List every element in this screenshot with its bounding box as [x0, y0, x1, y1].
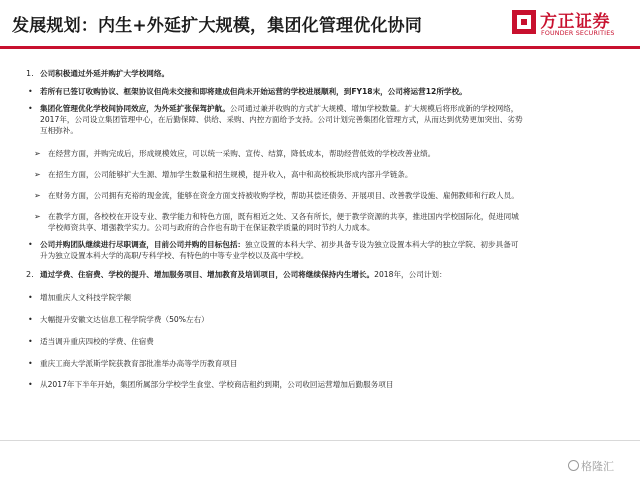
list-item: 重庆工商大学派斯学院获教育部批准举办高等学历教育项目: [40, 359, 238, 368]
header-divider: [0, 46, 640, 49]
watermark: 格隆汇: [568, 458, 614, 474]
list-item-continuation: 2017年，公司设立集团管理中心，在后勤保障、供给、采购、内控方面给予支持。公司计划完善集团化管理方式，从而达到优势更加突出、劣势: [40, 115, 523, 124]
list-item: 在经营方面，并购完成后，形成规模效应，可以统一采购、宣传、结算，降低成本，帮助经营低效的学校改善业绩。: [48, 149, 436, 158]
header: [0, 0, 640, 46]
list-item: 公司并购团队继续进行尽职调查，目前公司并购的目标包括：独立设置的本科大学、初步具备专设为独立设置本科大学的独立学院、初步具备可: [40, 240, 519, 249]
list-marker: 1.: [26, 69, 34, 78]
list-marker: •: [28, 293, 33, 302]
list-item: 若所有已签订收购协议、框架协议但尚未交接和即将建成但尚未开始运营的学校进展顺利，到FY18末，公司将运营12所学校。: [40, 87, 467, 96]
list-item-continuation: 学校师资共享、增强教学实力。公司与政府的合作也有助于在保证教学质量的同时节约人力成本。: [48, 223, 375, 232]
list-item: 在财务方面，公司拥有充裕的现金流，能够在资金方面支持被收购学校，帮助其偿还债务、开展项目、改善教学设施、雇佣教师和行政人员。: [48, 191, 519, 200]
arrow-marker-icon: ➢: [34, 170, 41, 179]
founder-logo: [512, 6, 636, 42]
logo-cn-text: 方正证券: [540, 12, 610, 32]
footer-divider: [0, 440, 640, 441]
list-item: 公司积极通过外延并购扩大学校网络。: [40, 69, 170, 78]
list-marker: •: [28, 315, 33, 324]
list-marker: 2.: [26, 270, 34, 279]
arrow-marker-icon: ➢: [34, 191, 41, 200]
founder-logo-icon: [512, 10, 536, 34]
list-marker: •: [28, 380, 33, 389]
list-item-continuation: 升为独立设置本科大学的高职/专科学校、有特色的中等专业学校以及高中学校。: [40, 251, 309, 260]
logo-en-text: FOUNDER SECURITIES: [541, 30, 615, 37]
arrow-marker-icon: ➢: [34, 149, 41, 158]
list-item: 集团化管理优化学校间协同效应，为外延扩张保驾护航。公司通过兼并收购的方式扩大规模、增加学校数量。扩大规模后将形成新的学校网络，: [40, 104, 519, 113]
list-item: 适当调升重庆四校的学费、住宿费: [40, 337, 154, 346]
list-item: 从2017年下半年开始，集团所属部分学校学生食堂、学校商店租约到期，公司收回运营增加后勤服务项目: [40, 380, 394, 389]
page-title: 发展规划：内生+外延扩大规模，集团化管理优化协同: [12, 16, 423, 36]
list-marker: •: [28, 337, 33, 346]
list-marker: •: [28, 240, 33, 249]
list-item: 在招生方面，公司能够扩大生源、增加学生数量和招生规模，提升收入，高中和高校板块形成内部升学链条。: [48, 170, 413, 179]
arrow-marker-icon: ➢: [34, 212, 41, 221]
list-marker: •: [28, 104, 33, 113]
watermark-icon: [568, 460, 579, 471]
list-item: 通过学费、住宿费、学校的提升、增加服务项目、增加教育及培训项目，公司将继续保持内生增长。2018年，公司计划：: [40, 270, 447, 279]
list-marker: •: [28, 87, 33, 96]
list-marker: •: [28, 359, 33, 368]
list-item: 在教学方面，各校校在开设专业、教学能力和特色方面，既有相近之处、又各有所长，便于教学资源的共享，推进国内学校国际化，促进同城: [48, 212, 519, 221]
list-item: 大幅提升安徽文达信息工程学院学费（50%左右）: [40, 315, 209, 324]
list-item-continuation: 互相弥补。: [40, 126, 78, 135]
list-item: 增加重庆人文科技学院学额: [40, 293, 132, 302]
